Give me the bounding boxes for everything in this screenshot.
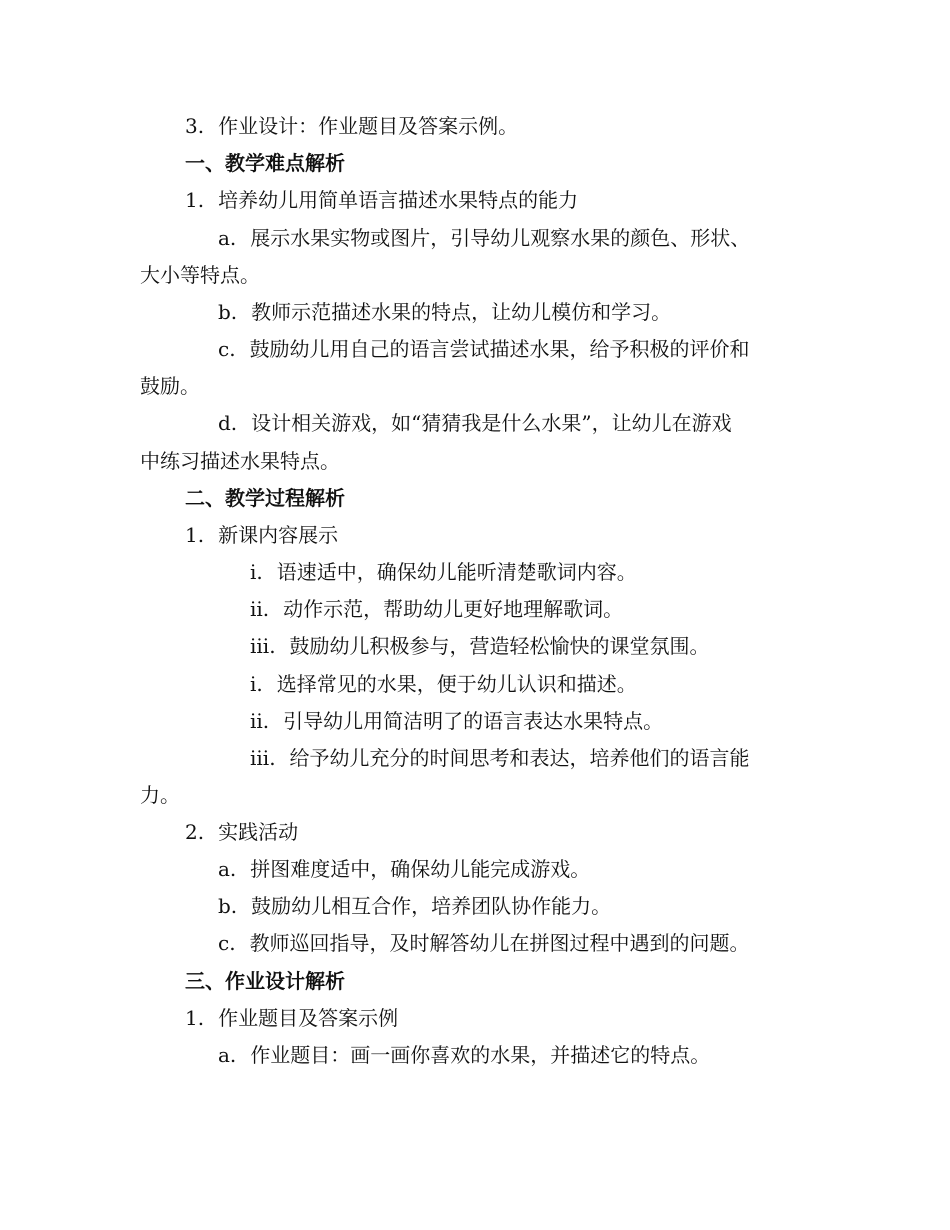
list-item [250, 671, 637, 697]
list-marker: a. [218, 857, 237, 881]
list-marker: 1. [185, 1006, 205, 1030]
section-heading [185, 150, 345, 176]
list-item-text: 作业题目及答案示例 [218, 1006, 399, 1030]
list-item [185, 819, 298, 845]
continuation-text: 力。 [140, 783, 180, 807]
list-marker: iii. [250, 634, 276, 658]
list-item-text: 教师巡回指导，及时解答幼儿在拼图过程中遇到的问题。 [249, 931, 750, 955]
continuation-line [140, 448, 340, 474]
list-marker: ii. [250, 709, 270, 733]
list-item-text: 作业设计：作业题目及答案示例。 [218, 114, 519, 138]
continuation-line [140, 373, 200, 399]
continuation-text: 中练习描述水果特点。 [140, 449, 340, 473]
list-item-text: 鼓励幼儿用自己的语言尝试描述水果，给予积极的评价和 [249, 337, 750, 361]
list-marker: i. [250, 672, 263, 696]
list-marker: b. [218, 300, 238, 324]
list-marker: c. [218, 931, 236, 955]
section-heading-text: 二、教学过程解析 [185, 486, 345, 510]
list-item-text: 实践活动 [218, 820, 299, 844]
list-item [250, 559, 637, 585]
list-item [218, 893, 611, 919]
list-marker: 1. [185, 188, 205, 212]
continuation-text: 大小等特点。 [140, 263, 260, 287]
list-marker: a. [218, 226, 237, 250]
list-item [218, 930, 750, 956]
list-item [250, 745, 750, 771]
list-item [185, 113, 518, 139]
list-marker: d. [218, 411, 238, 435]
list-item [185, 522, 338, 548]
list-item [218, 856, 590, 882]
list-item-text: 语速适中，确保幼儿能听清楚歌词内容。 [276, 560, 637, 584]
list-item-text: 鼓励幼儿相互合作，培养团队协作能力。 [251, 894, 612, 918]
list-item-text: 动作示范，帮助幼儿更好地理解歌词。 [283, 597, 624, 621]
list-item-text: 培养幼儿用简单语言描述水果特点的能力 [218, 188, 579, 212]
list-marker: b. [218, 894, 238, 918]
list-item [185, 1005, 398, 1031]
list-marker: a. [218, 1043, 237, 1067]
list-marker: ii. [250, 597, 270, 621]
list-item-text: 设计相关游戏，如“猜猜我是什么水果”，让幼儿在游戏 [251, 411, 732, 435]
list-marker: c. [218, 337, 236, 361]
list-item [250, 633, 710, 659]
section-heading [185, 968, 345, 994]
list-item-text: 鼓励幼儿积极参与，营造轻松愉快的课堂氛围。 [289, 634, 710, 658]
list-item-text: 展示水果实物或图片，引导幼儿观察水果的颜色、形状、 [250, 226, 751, 250]
list-item [185, 187, 578, 213]
continuation-line [140, 782, 180, 808]
continuation-line [140, 262, 260, 288]
list-item-text: 引导幼儿用简洁明了的语言表达水果特点。 [283, 709, 664, 733]
list-item-text: 拼图难度适中，确保幼儿能完成游戏。 [250, 857, 591, 881]
continuation-text: 鼓励。 [140, 374, 200, 398]
list-marker: iii. [250, 746, 276, 770]
list-item-text: 教师示范描述水果的特点，让幼儿模仿和学习。 [251, 300, 672, 324]
list-item [218, 225, 750, 251]
list-item-text: 新课内容展示 [218, 523, 339, 547]
list-item [250, 708, 663, 734]
list-item [250, 596, 623, 622]
list-item-text: 选择常见的水果，便于幼儿认识和描述。 [276, 672, 637, 696]
list-item [218, 1042, 710, 1068]
list-marker: 2. [185, 820, 205, 844]
list-marker: 1. [185, 523, 205, 547]
section-heading-text: 三、作业设计解析 [185, 969, 345, 993]
list-marker: 3. [185, 114, 205, 138]
list-item-text: 给予幼儿充分的时间思考和表达，培养他们的语言能 [289, 746, 750, 770]
list-item [218, 410, 732, 436]
section-heading [185, 485, 345, 511]
list-item [218, 299, 671, 325]
list-marker: i. [250, 560, 263, 584]
list-item [218, 336, 750, 362]
section-heading-text: 一、教学难点解析 [185, 151, 345, 175]
list-item-text: 作业题目：画一画你喜欢的水果，并描述它的特点。 [250, 1043, 711, 1067]
